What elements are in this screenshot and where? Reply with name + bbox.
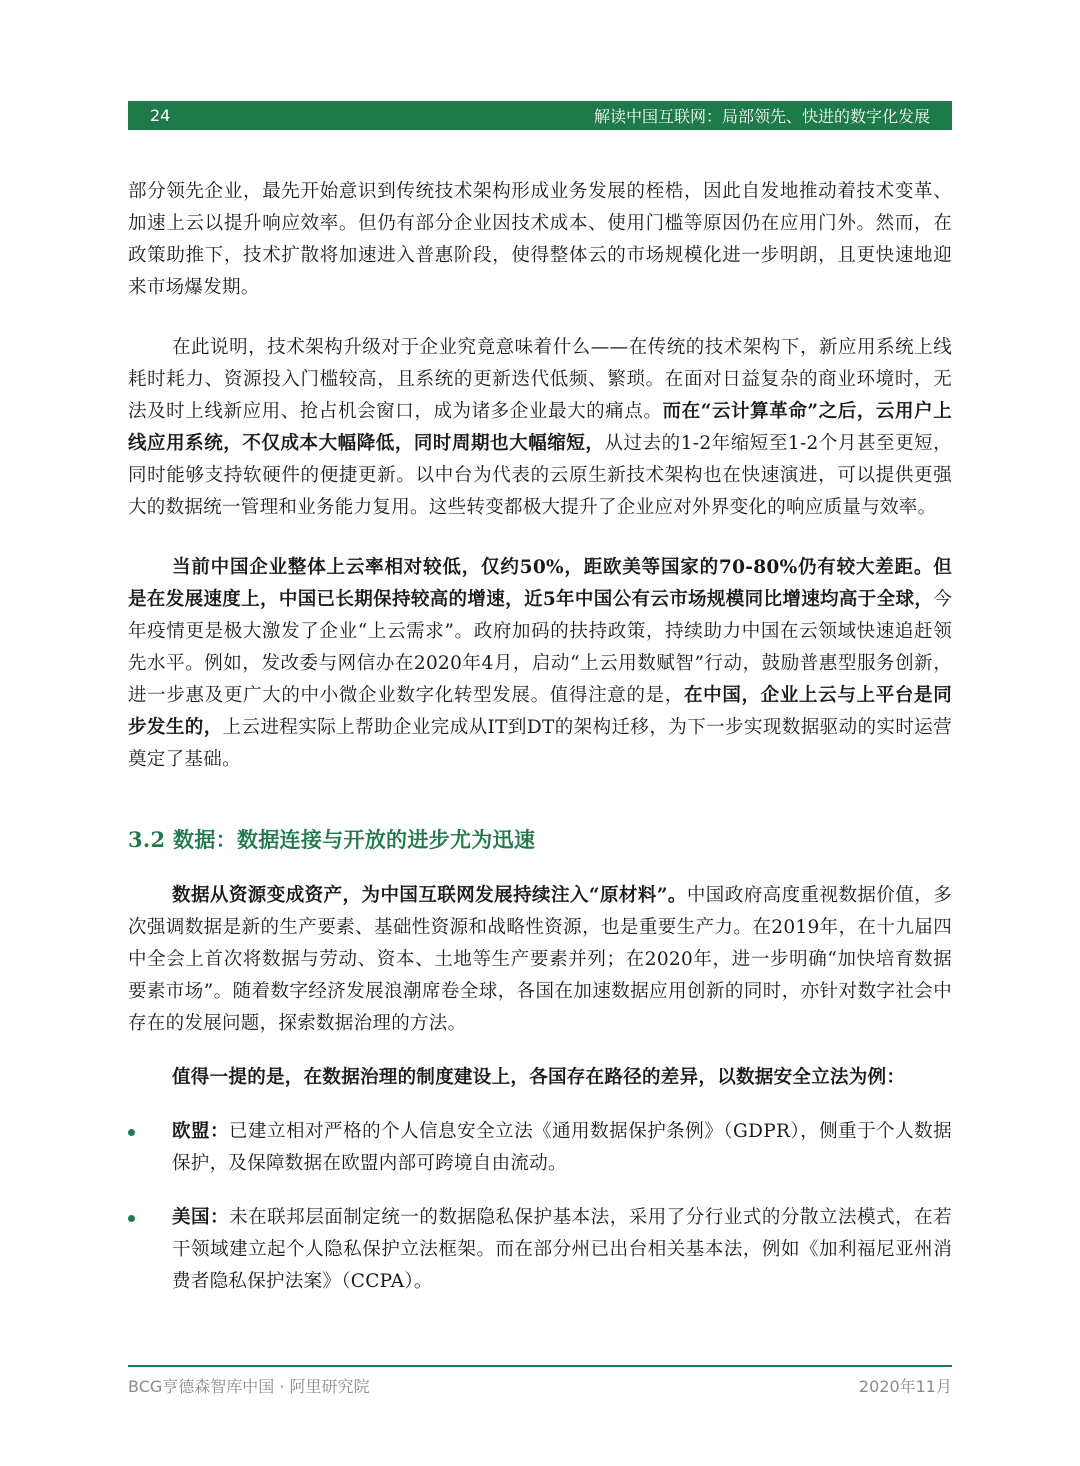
paragraph-2-bold: 而在“云计算革命”之后，云用户上线应用系统，不仅成本大幅降低，同时周期也大幅缩短， <box>128 401 952 454</box>
paragraph-5-bold: 值得一提的是，在数据治理的制度建设上，各国存在路径的差异，以数据安全立法为例： <box>172 1067 906 1088</box>
bullet-dot-icon <box>128 1129 135 1136</box>
header-title: 解读中国互联网：局部领先、快进的数字化发展 <box>593 107 930 126</box>
footer-date: 2020年11月 <box>858 1377 952 1396</box>
paragraph-1: 部分领先企业，最先开始意识到传统技术架构形成业务发展的桎梏，因此自发地推动着技术变革、加速上云以提升响应效率。但仍有部分企业因技术成本、使用门槛等原因仍在应用门外。然而，在政策助推下，技术扩散将加速进入普惠阶段，使得整体云的市场规模化进一步明朗，且更快速地迎来市场爆发期。 <box>128 181 952 298</box>
paragraph-2 <box>128 332 952 524</box>
paragraph-3-bold-c: 在中国，企业上云与上平台是同步发生的， <box>128 685 953 738</box>
paragraph-2-part-a: 在此说明，技术架构升级对于企业究竟意味着什么——在传统的技术架构下，新应用系统上线耗时耗力、资源投入门槛较高，且系统的更新迭代低频、繁琐。在面对日益复杂的商业环境时，无法及时上线新应用、抢占机会窗口，成为诸多企业最大的痛点。 <box>128 337 952 422</box>
page-footer <box>128 1374 952 1397</box>
paragraph-3-bold-a: 当前中国企业整体上云率相对较低，仅约50%，距欧美等国家的70-80%仍有较大差距。但是在发展速度上，中国已长期保持较高的增速，近5年中国公有云市场规模同比增速均高于全球， <box>128 557 952 610</box>
bullet-us-label: 美国： <box>172 1207 230 1228</box>
page-number: 24 <box>150 106 171 125</box>
bullet-eu <box>128 1116 952 1180</box>
page-header-bar <box>128 101 952 130</box>
page-content <box>128 176 952 1298</box>
bullet-us-text: 未在联邦层面制定统一的数据隐私保护基本法，采用了分行业式的分散立法模式，在若干领域建立起个人隐私保护立法框架。而在部分州已出台相关基本法，例如《加利福尼亚州消费者隐私保护法案》（CCPA）。 <box>172 1207 952 1292</box>
paragraph-5 <box>128 1062 952 1094</box>
bullet-dot-icon <box>128 1215 135 1222</box>
paragraph-4-body: 中国政府高度重视数据价值，多次强调数据是新的生产要素、基础性资源和战略性资源，也是重要生产力。在2019年，在十九届四中全会上首次将数据与劳动、资本、土地等生产要素并列；在2020年，进一步明确“加快培育数据要素市场”。随着数字经济发展浪潮席卷全球，各国在加速数据应用创新的同时，亦针对数字社会中存在的发展问题，探索数据治理的方法。 <box>128 885 952 1034</box>
paragraph-4-bold: 数据从资源变成资产，为中国互联网发展持续注入“原材料”。 <box>172 885 687 906</box>
footer-source: BCG亨德森智库中国 · 阿里研究院 <box>128 1377 370 1396</box>
bullet-eu-text: 已建立相对严格的个人信息安全立法《通用数据保护条例》（GDPR），侧重于个人数据保护，及保障数据在欧盟内部可跨境自由流动。 <box>172 1121 952 1174</box>
paragraph-3-part-b: 今年疫情更是极大激发了企业“上云需求”。政府加码的扶持政策，持续助力中国在云领域快速追赶领先水平。例如，发改委与网信办在2020年4月，启动“上云用数赋智”行动，鼓励普惠型服务创新，进一步惠及更广大的中小微企业数字化转型发展。值得注意的是， <box>128 589 952 706</box>
paragraph-3-part-d: 上云进程实际上帮助企业完成从IT到DT的架构迁移，为下一步实现数据驱动的实时运营奠定了基础。 <box>128 717 952 770</box>
paragraph-4 <box>128 880 952 1040</box>
section-title: 3.2 数据：数据连接与开放的进步尤为迅速 <box>128 827 536 852</box>
footer-divider <box>128 1365 952 1367</box>
bullet-eu-label: 欧盟： <box>172 1121 230 1142</box>
paragraph-3 <box>128 552 952 776</box>
bullet-us <box>128 1202 952 1298</box>
paragraph-2-part-c: 从过去的1-2年缩短至1-2个月甚至更短，同时能够支持软硬件的便捷更新。以中台为代表的云原生新技术架构也在快速演进，可以提供更强大的数据统一管理和业务能力复用。这些转变都极大提升了企业应对外界变化的响应质量与效率。 <box>128 433 952 518</box>
